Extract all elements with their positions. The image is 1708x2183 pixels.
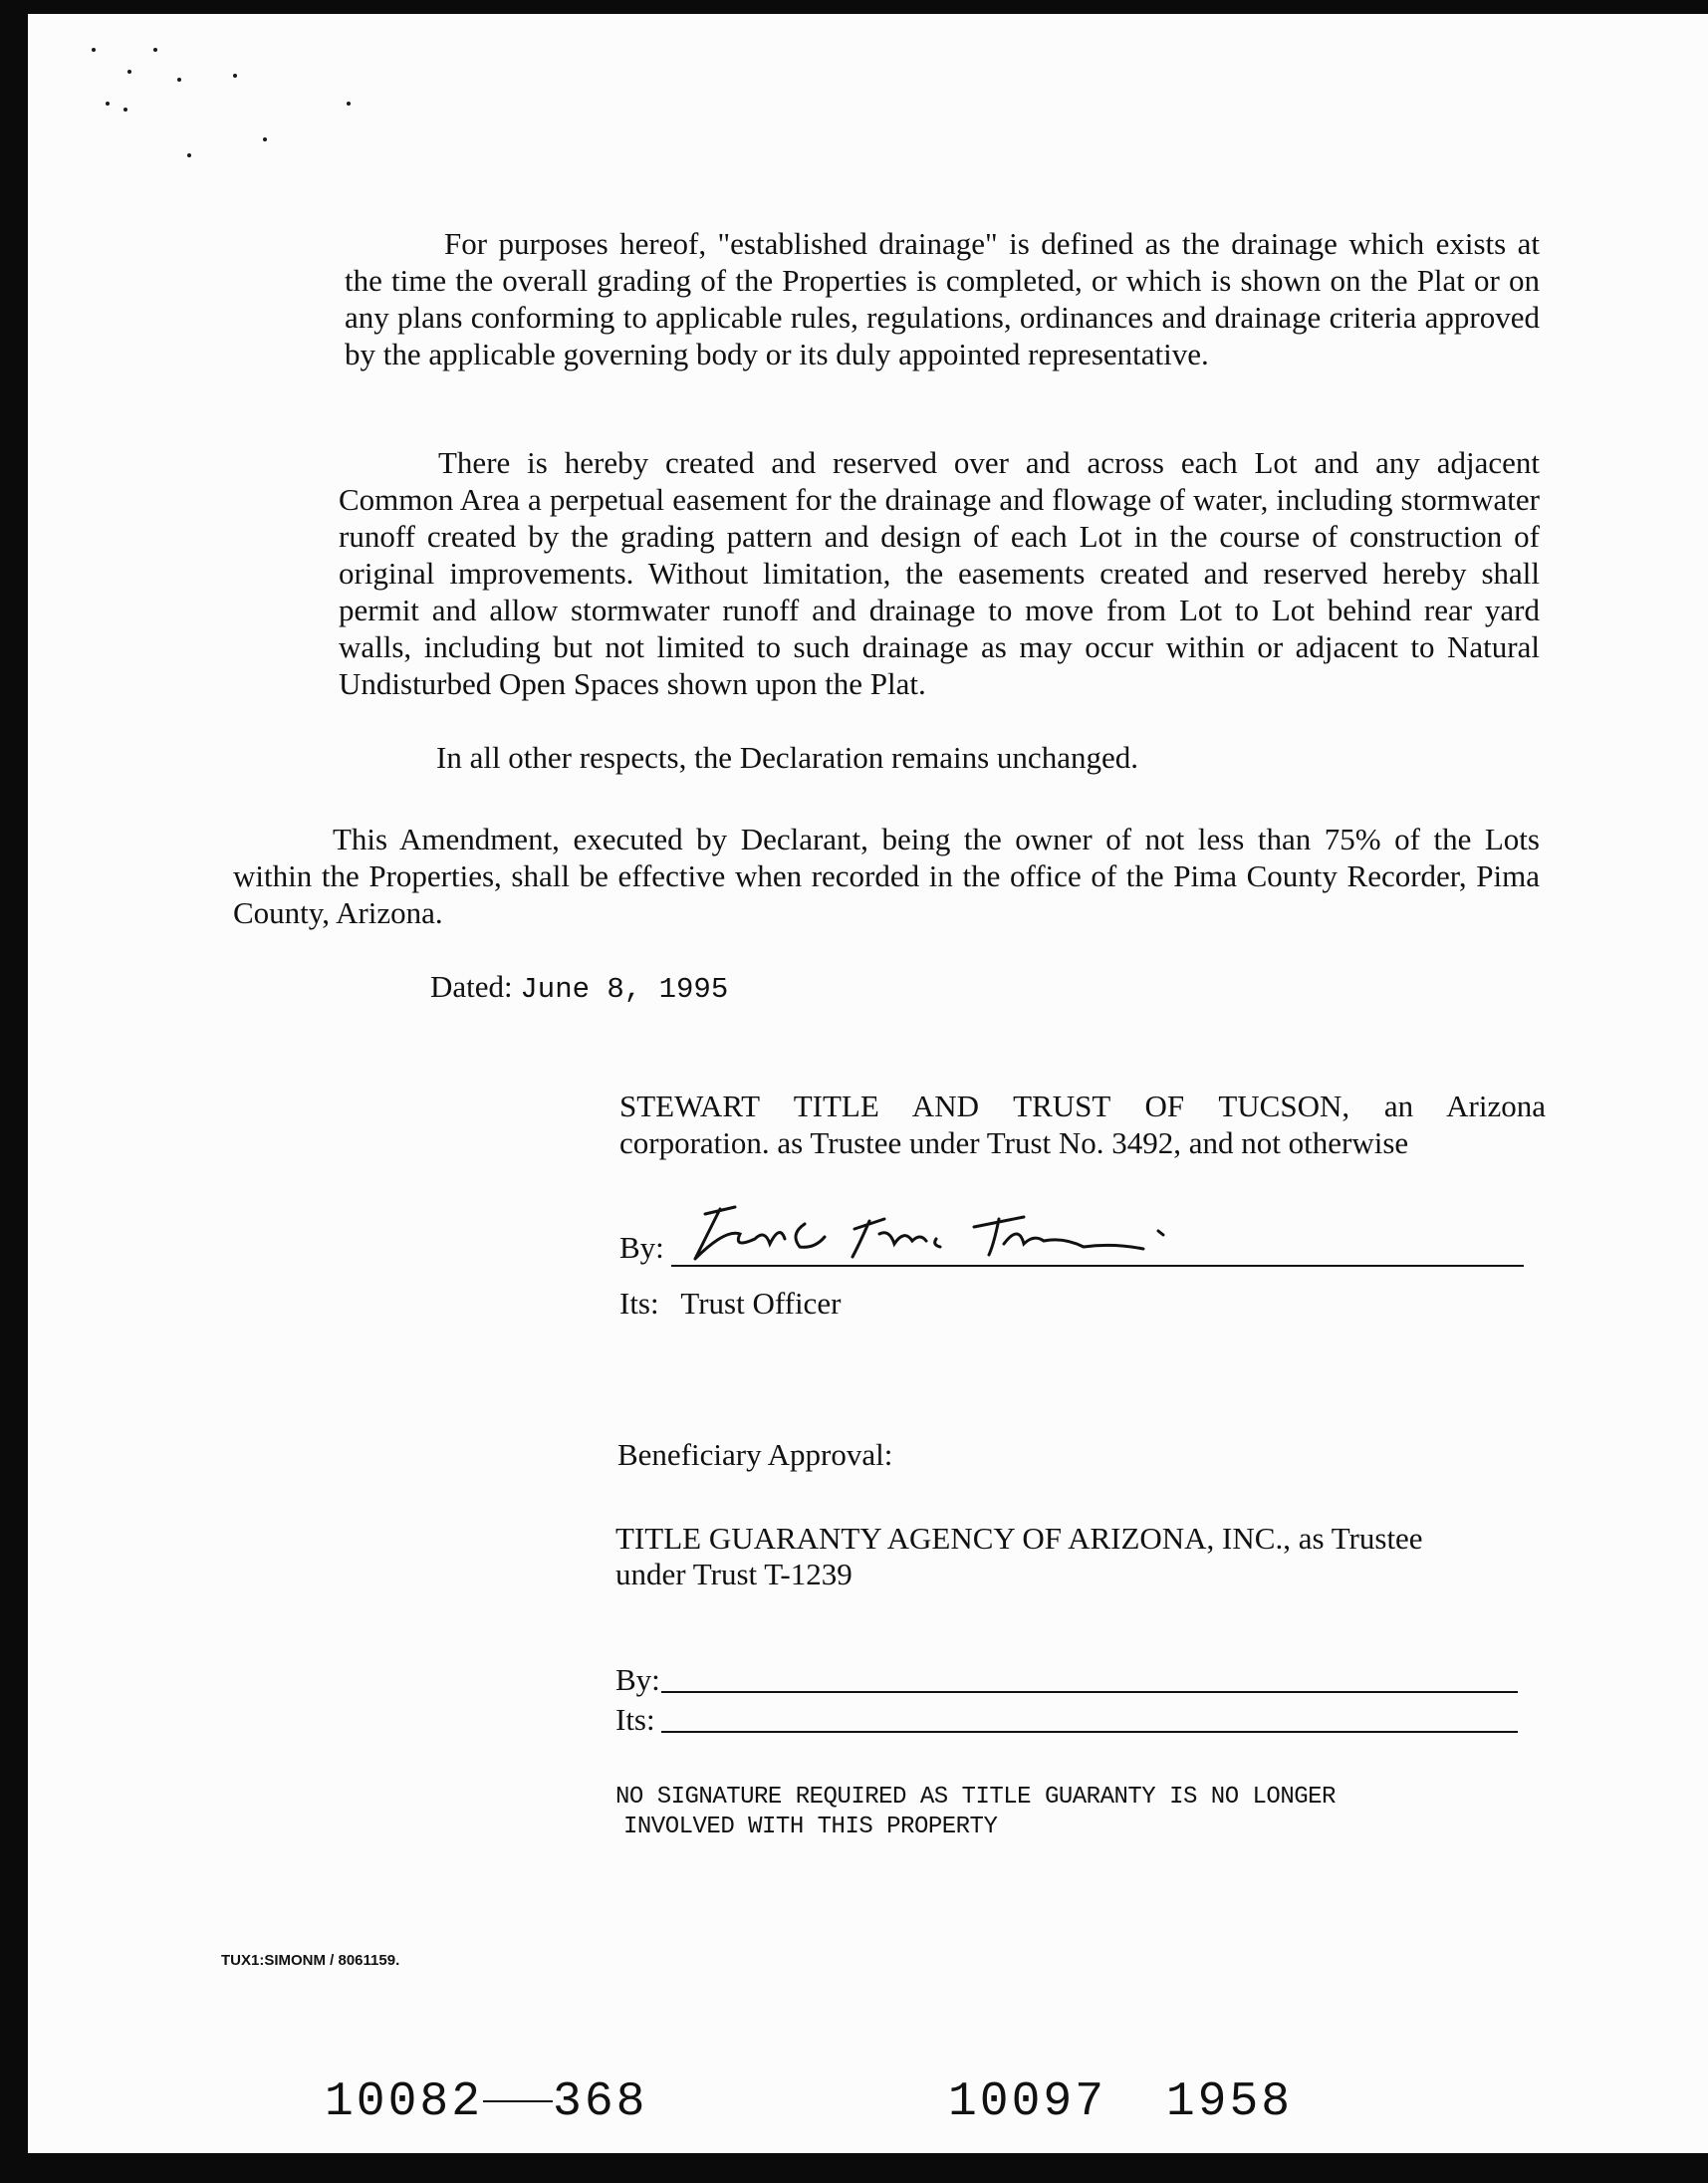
trustee-signature-line [671, 1265, 1524, 1267]
trustee-by-label: By: [619, 1230, 664, 1265]
scan-speck [177, 78, 181, 82]
recording-book-right: 10097 [948, 2075, 1107, 2129]
scan-speck [347, 102, 351, 106]
dated-label: Dated: [430, 969, 513, 1004]
trustee-its-label: Its: [619, 1286, 659, 1321]
scan-speck [123, 108, 127, 112]
paragraph-amendment-effective: This Amendment, executed by Declarant, being the owner of not less than 75% of the Lots within the Properties, shall be effective when recorded in the office of the Pima County Recorder, Pima County, Arizona. [233, 822, 1540, 930]
recording-page-right: 1958 [1165, 2075, 1294, 2129]
no-signature-note-line-2: INVOLVED WITH THIS PROPERTY [623, 1814, 998, 1840]
beneficiary-by-line [661, 1691, 1518, 1693]
no-signature-note-line-1: NO SIGNATURE REQUIRED AS TITLE GUARANTY IS NO LONGER [615, 1784, 1336, 1811]
dated-line [430, 968, 728, 1008]
trustee-signature [665, 1189, 1243, 1269]
recording-number-right [948, 2075, 1293, 2129]
paragraph-established-drainage: For purposes hereof, "established drainage" is defined as the drainage which exists at the time the overall grading of the Properties is completed, or which is shown on the Plat or on any plans conforming to applicable rules, regulations, ordinances and drainage criteria approved by the applicable governing body or its duly appointed representative. [345, 226, 1540, 371]
trustee-name-line-2: corporation. as Trustee under Trust No. 3492, and not otherwise [619, 1125, 1409, 1160]
scan-speck [187, 153, 191, 157]
scan-speck [263, 137, 267, 141]
beneficiary-its-line [661, 1731, 1518, 1733]
dated-value: June 8, 1995 [520, 973, 729, 1006]
document-page [28, 14, 1708, 2153]
scan-speck [127, 70, 131, 74]
recording-book-left: 10082 [325, 2075, 484, 2129]
file-reference: TUX1:SIMONM / 8061159. [221, 1952, 400, 1969]
trustee-its-line [619, 1285, 841, 1322]
paragraph-declaration-unchanged: In all other respects, the Declaration remains unchanged. [436, 740, 1138, 775]
scan-speck [92, 48, 96, 52]
beneficiary-approval-heading: Beneficiary Approval: [617, 1437, 893, 1472]
beneficiary-its-label: Its: [615, 1702, 655, 1737]
recording-number-left [325, 2075, 647, 2129]
trustee-name-line-1: STEWART TITLE AND TRUST OF TUCSON, an Arizona [619, 1089, 1546, 1123]
strike-dash [483, 2100, 553, 2102]
beneficiary-name-line-1: TITLE GUARANTY AGENCY OF ARIZONA, INC., as Trustee [615, 1521, 1423, 1556]
no-signature-note [615, 1783, 1336, 1842]
scan-speck [106, 102, 110, 106]
trustee-its-value: Trust Officer [680, 1286, 842, 1321]
scan-speck [233, 74, 237, 78]
beneficiary-name-line-2: under Trust T-1239 [615, 1557, 853, 1591]
beneficiary-by-label: By: [615, 1662, 660, 1697]
paragraph-drainage-easement: There is hereby created and reserved over and across each Lot and any adjacent Common Area a perpetual easement for the drainage and flowage of water, including stormwater runoff created by the grading pattern and design of each Lot in the course of construction of original improvements. Without limitation, the easements created and reserved hereby shall permit and allow stormwater runoff and drainage to move from Lot to Lot behind rear yard walls, including but not limited to such drainage as may occur within or adjacent to Natural Undisturbed Open Spaces shown upon the Plat. [339, 445, 1540, 701]
scan-speck [153, 48, 157, 52]
recording-page-left: 368 [553, 2075, 648, 2129]
